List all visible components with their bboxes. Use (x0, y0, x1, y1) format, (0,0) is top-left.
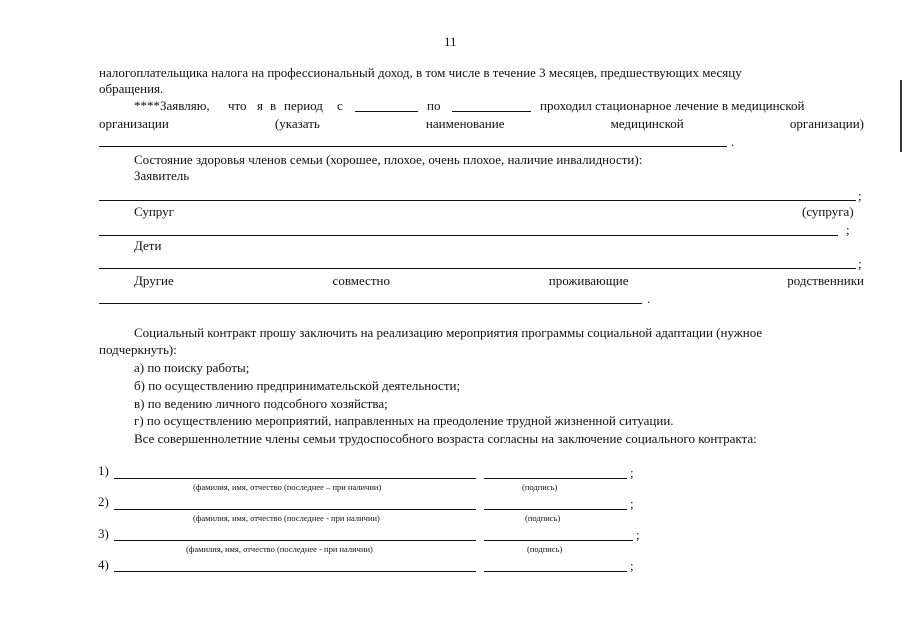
spouse-health-field[interactable] (99, 235, 838, 236)
children-health-field[interactable] (99, 268, 856, 269)
health-heading: Состояние здоровья членов семьи (хорошее, плохое, очень плохое, наличие инвалидности): (134, 152, 643, 167)
signature-field[interactable] (484, 540, 633, 541)
signature-semicolon: ; (630, 496, 634, 511)
children-label: Дети (134, 238, 162, 253)
signature-row-number: 2) (98, 494, 109, 509)
contract-agree-text: Все совершеннолетние члены семьи трудоспособного возраста согласны на заключение социального контракта: (134, 431, 757, 446)
sign-caption: (подпись) (525, 513, 561, 523)
page-number: 11 (444, 34, 457, 49)
hospital-word-3: я (257, 98, 263, 113)
hospital-word-1: ****Заявляю, (134, 98, 210, 113)
hospital-word-4: в (270, 98, 277, 113)
hospital-word-5: период (284, 98, 323, 113)
signature-row-number: 4) (98, 557, 109, 572)
signature-field[interactable] (484, 478, 627, 479)
others-row (134, 273, 864, 289)
contract-option-d[interactable]: г) по осуществлению мероприятий, направленных на преодоление трудной жизненной ситуации. (134, 413, 674, 428)
contract-option-c[interactable]: в) по ведению личного подсобного хозяйства; (134, 396, 388, 411)
sign-caption: (подпись) (522, 482, 558, 492)
signature-field[interactable] (484, 571, 627, 572)
fio-caption: (фамилия, имя, отчество (последнее - при наличии) (193, 513, 380, 523)
spouse-semicolon: ; (846, 222, 850, 237)
fio-field[interactable] (114, 478, 476, 479)
signature-semicolon: ; (630, 558, 634, 573)
hospital-word-6: с (337, 98, 343, 113)
hospital-end-dot: . (731, 134, 735, 149)
hospital-row2-word: организации) (789, 116, 864, 131)
hospital-row2-word: (указать (274, 116, 320, 131)
intro-line-2: обращения. (99, 81, 164, 96)
organization-name-field[interactable] (99, 146, 727, 147)
sign-caption: (подпись) (527, 544, 563, 554)
signature-row-number: 3) (98, 526, 109, 541)
intro-line-1: налогоплательщика налога на профессиональный доход, в том числе в течение 3 месяцев, предшествующих месяцу (99, 65, 742, 80)
signature-row-number: 1) (98, 463, 109, 478)
applicant-health-field[interactable] (99, 200, 856, 201)
hospital-row2-word: медицинской (610, 116, 684, 131)
fio-caption: (фамилия, имя, отчество (последнее – при наличии) (193, 482, 382, 492)
hospital-row2-word: организации (99, 116, 169, 131)
date-to-field[interactable] (452, 111, 531, 112)
contract-line-2: подчеркнуть): (99, 342, 177, 357)
fio-field[interactable] (114, 509, 476, 510)
fio-field[interactable] (114, 571, 476, 572)
hospital-row2-word: наименование (425, 116, 505, 131)
others-end-dot: . (647, 291, 651, 306)
others-word: проживающие (548, 273, 629, 288)
signature-semicolon: ; (630, 465, 634, 480)
date-from-field[interactable] (355, 111, 418, 112)
fio-field[interactable] (114, 540, 476, 541)
signature-semicolon: ; (636, 527, 640, 542)
others-word: совместно (332, 273, 390, 288)
contract-option-b[interactable]: б) по осуществлению предпринимательской деятельности; (134, 378, 461, 393)
applicant-label: Заявитель (134, 168, 190, 183)
others-health-field[interactable] (99, 303, 642, 304)
others-word: родственники (787, 273, 864, 288)
others-word: Другие (134, 273, 174, 288)
contract-line-1: Социальный контракт прошу заключить на реализацию мероприятия программы социальной адаптации (нужное (134, 325, 763, 340)
spouse-f-label: (супруга) (802, 204, 854, 219)
applicant-semicolon: ; (858, 188, 862, 203)
children-semicolon: ; (858, 256, 862, 271)
contract-option-a[interactable]: а) по поиску работы; (134, 360, 250, 375)
hospital-word-2: что (228, 98, 247, 113)
hospital-row-2 (99, 116, 864, 132)
signature-field[interactable] (484, 509, 627, 510)
fio-caption: (фамилия, имя, отчество (последнее - при наличии) (186, 544, 373, 554)
hospital-word-8: проходил стационарное лечение в медицинской (540, 98, 805, 113)
scan-edge-mark (900, 80, 902, 152)
hospital-word-7: по (427, 98, 441, 113)
spouse-label: Супруг (134, 204, 174, 219)
